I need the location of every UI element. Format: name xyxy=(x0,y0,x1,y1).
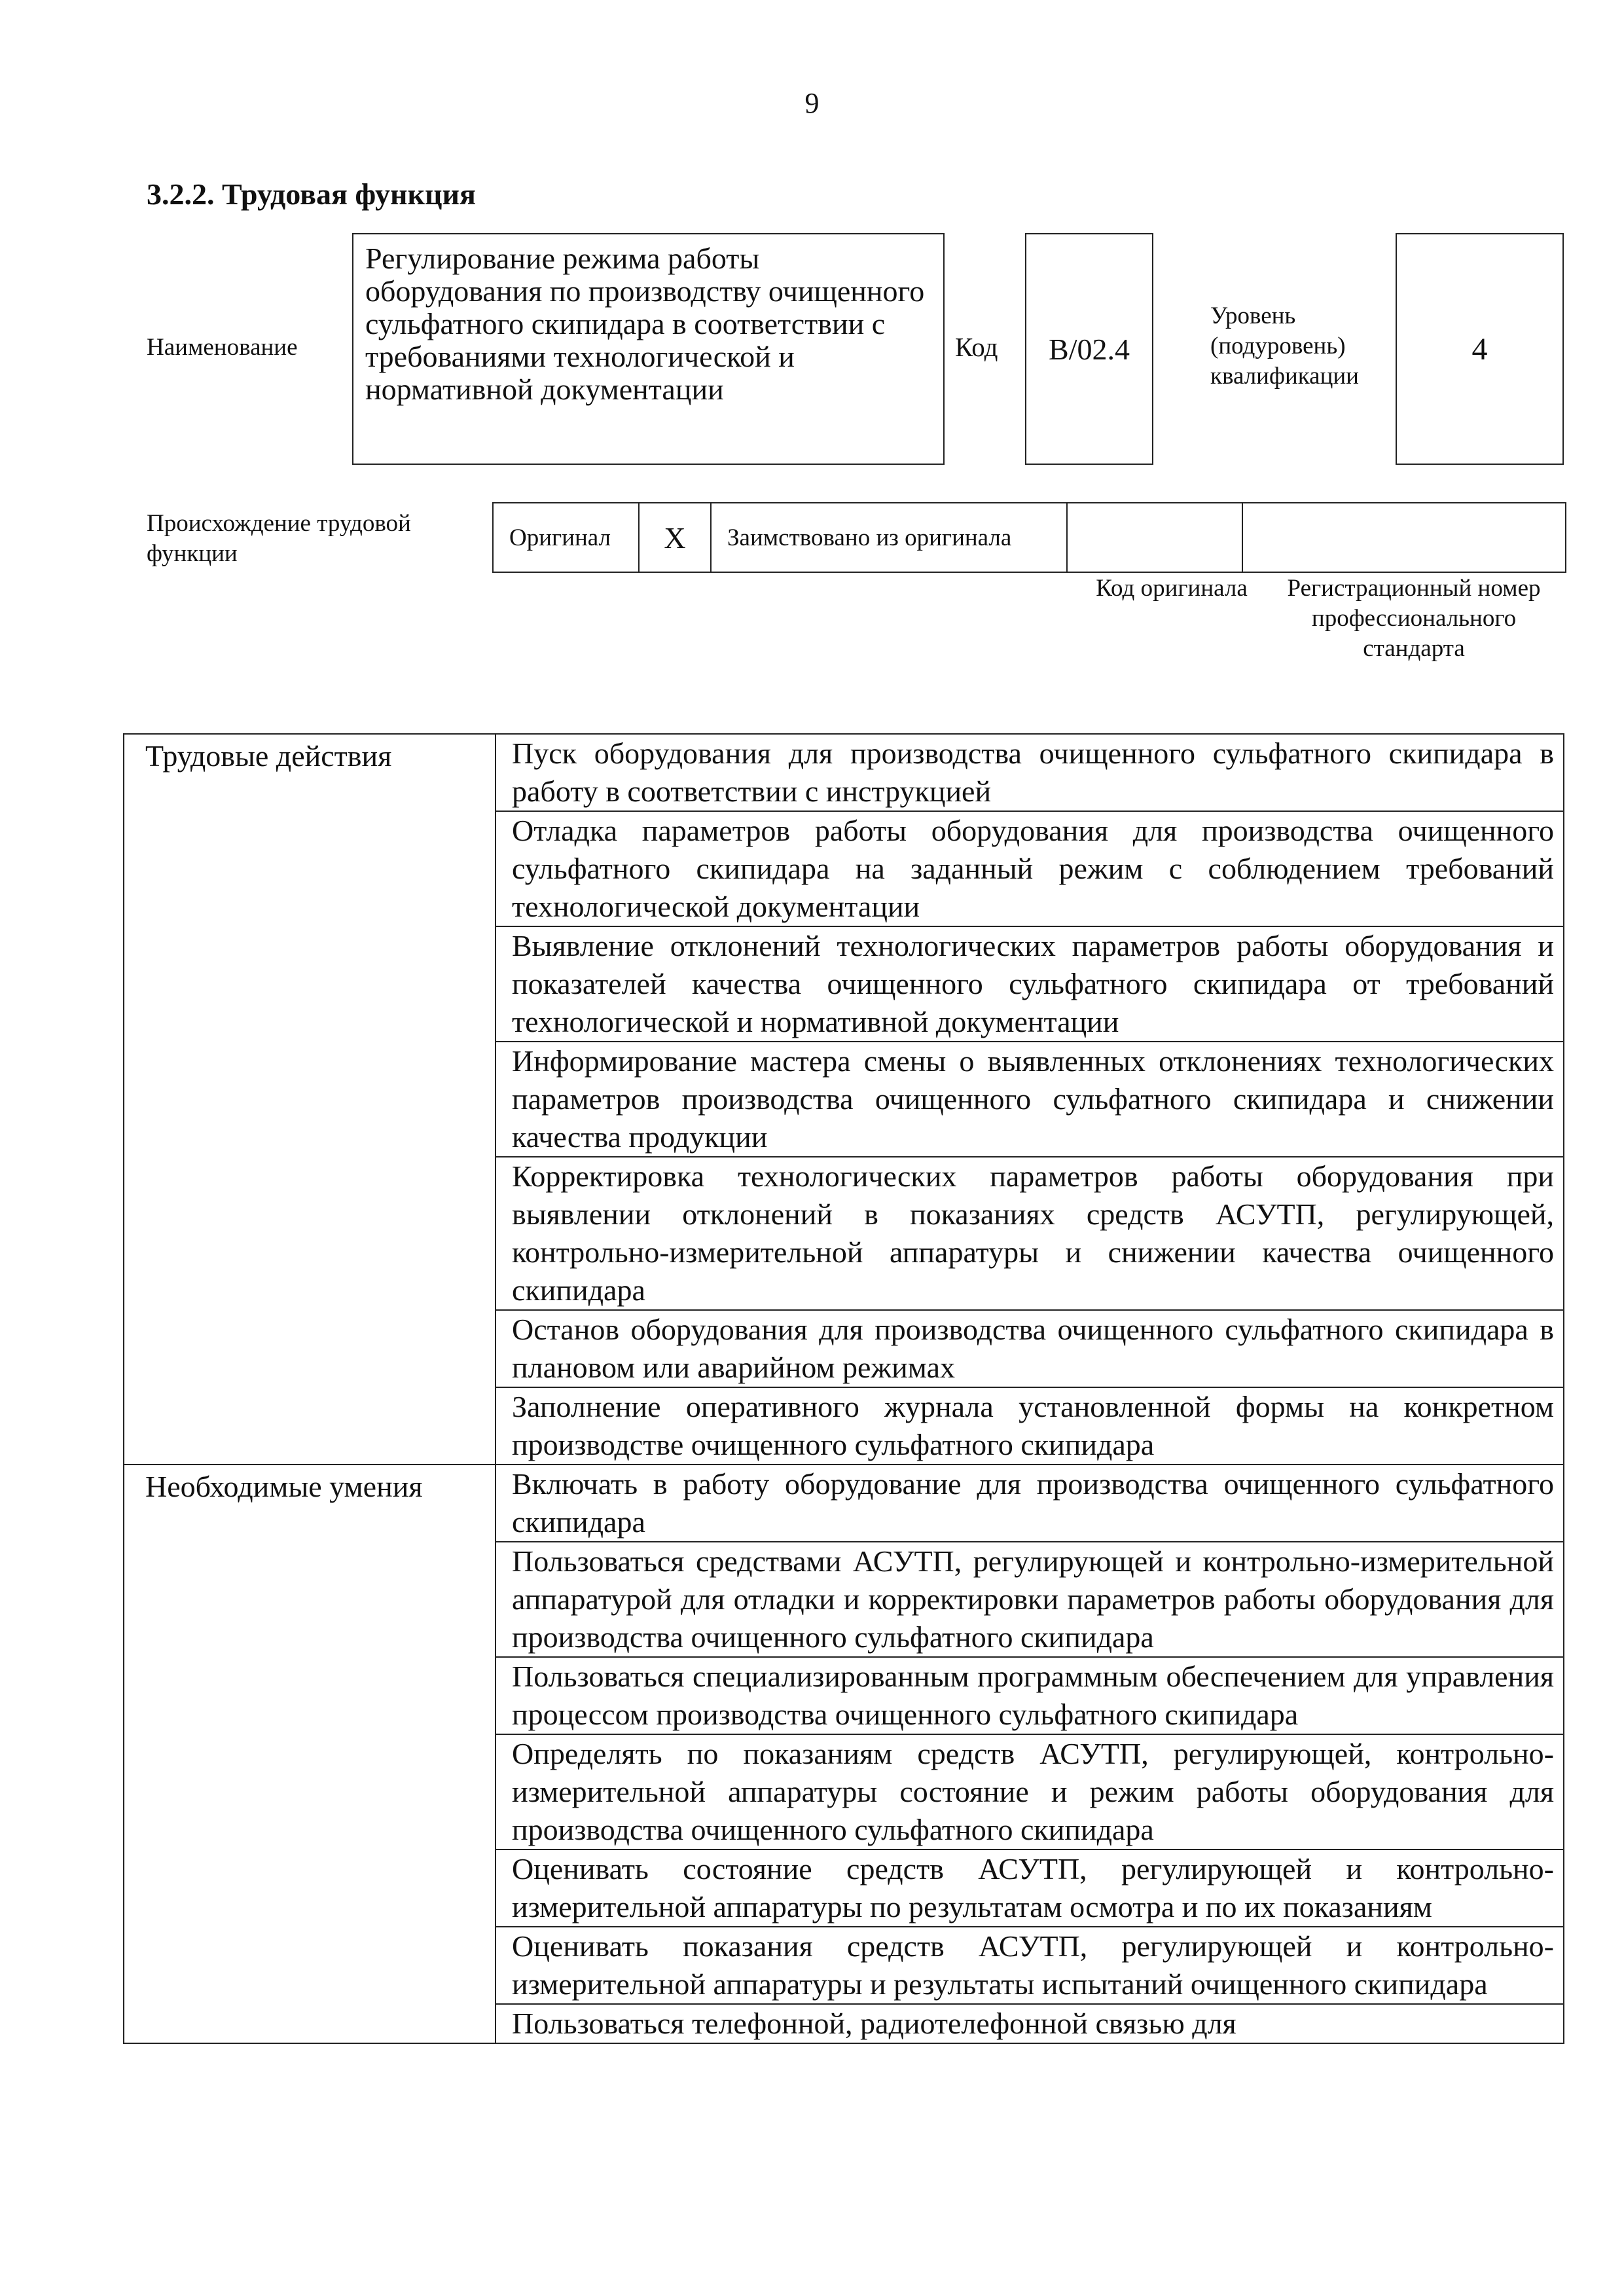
origin-row xyxy=(492,502,1566,573)
origin-reg-number-cell xyxy=(1243,503,1565,572)
origin-borrowed-label: Заимствовано из оригинала xyxy=(712,503,1068,572)
origin-original-mark: X xyxy=(640,503,712,572)
table-cell: Пользоваться специализированным программным обеспечением для управления процессом производства очищенного сульфатного скипидара xyxy=(496,1657,1564,1734)
reg-number-caption: Регистрационный номер профессионального стандарта xyxy=(1287,575,1541,662)
table-cell: Корректировка технологических параметров работы оборудования при выявлении отклонений в показаниях средств АСУТП, регулирующей, контрольно-измерительной аппаратуры и снижении качества очищенного скипидара xyxy=(496,1157,1564,1310)
page-number: 9 xyxy=(804,87,820,119)
table-cell: Определять по показаниям средств АСУТП, регулирующей, контрольно-измерительной аппаратуры состояние и режим работы оборудования для производства очищенного сульфатного скипидара xyxy=(496,1734,1564,1850)
table-cell: Пользоваться средствами АСУТП, регулирующей и контрольно-измерительной аппаратурой для отладки и корректировки параметров работы оборудования для производства очищенного сульфатного скипидара xyxy=(496,1542,1564,1657)
code-field: B/02.4 xyxy=(1025,233,1153,465)
table-cell: Заполнение оперативного журнала установленной формы на конкретном производстве очищенного сульфатного скипидара xyxy=(496,1387,1564,1465)
origin-label: Происхождение трудовой функции xyxy=(147,510,411,567)
table-cell: Оценивать показания средств АСУТП, регулирующей и контрольно-измерительной аппаратуры и результаты испытаний очищенного скипидара xyxy=(496,1927,1564,2004)
code-original-caption: Код оригинала xyxy=(1096,575,1248,602)
name-label: Наименование xyxy=(147,334,298,361)
table-row xyxy=(124,1465,1564,1542)
category-labor-actions: Трудовые действия xyxy=(124,734,496,1465)
origin-code-cell xyxy=(1068,503,1243,572)
table-cell: Пользоваться телефонной, радиотелефонной связью для xyxy=(496,2004,1564,2043)
table-cell: Пуск оборудования для производства очищенного сульфатного скипидара в работу в соответствии с инструкцией xyxy=(496,734,1564,811)
table-cell: Информирование мастера смены о выявленных отклонениях технологических параметров производства очищенного сульфатного скипидара и снижении качества продукции xyxy=(496,1042,1564,1157)
origin-original-label: Оригинал xyxy=(494,503,640,572)
table-row xyxy=(124,734,1564,811)
level-field: 4 xyxy=(1396,233,1564,465)
level-label: Уровень (подуровень) квалификации xyxy=(1210,302,1359,390)
table-cell: Включать в работу оборудование для производства очищенного сульфатного скипидара xyxy=(496,1465,1564,1542)
category-required-skills: Необходимые умения xyxy=(124,1465,496,2043)
table-cell: Выявление отклонений технологических параметров работы оборудования и показателей качества очищенного сульфатного скипидара от требований технологической и нормативной документации xyxy=(496,926,1564,1042)
table-cell: Останов оборудования для производства очищенного сульфатного скипидара в плановом или аварийном режимах xyxy=(496,1310,1564,1387)
function-table xyxy=(123,733,1564,2044)
function-name-field: Регулирование режима работы оборудования по производству очищенного сульфатного скипидара в соответствии с требованиями технологической и нормативной документации xyxy=(352,233,945,465)
table-cell: Оценивать состояние средств АСУТП, регулирующей и контрольно-измерительной аппаратуры по результатам осмотра и по их показаниям xyxy=(496,1850,1564,1927)
table-cell: Отладка параметров работы оборудования для производства очищенного сульфатного скипидара на заданный режим с соблюдением требований технологической документации xyxy=(496,811,1564,926)
code-label: Код xyxy=(955,332,998,362)
section-title: 3.2.2. Трудовая функция xyxy=(147,177,476,211)
